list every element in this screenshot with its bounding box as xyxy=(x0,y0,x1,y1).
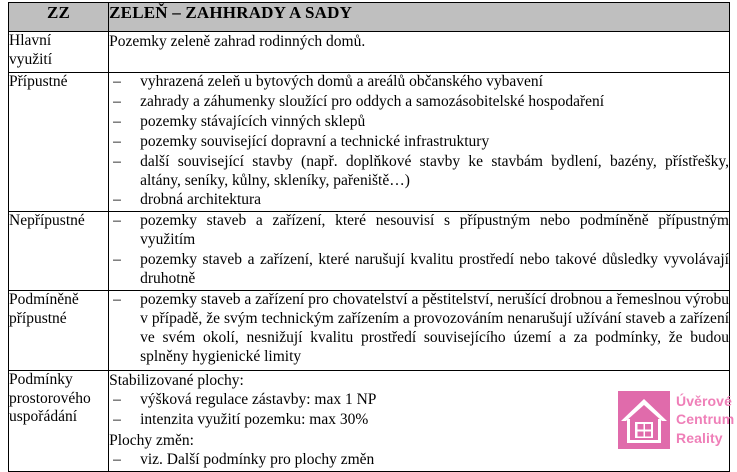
label-line: Nepřípustné xyxy=(9,212,85,230)
logo-line-3: Reality xyxy=(676,429,723,446)
row-content-pripustne xyxy=(109,73,730,212)
list-item-text: pozemky stávajících vinných sklepů xyxy=(140,112,366,130)
table-row xyxy=(9,290,730,370)
list-item xyxy=(109,73,729,92)
house-icon xyxy=(618,391,670,449)
list-item xyxy=(109,291,729,367)
table-row xyxy=(9,212,730,291)
dash-bullet-icon: – xyxy=(113,251,121,269)
list-item-text: drobná architektura xyxy=(140,191,262,209)
paragraph: Pozemky zeleně zahrad rodinných domů. xyxy=(109,33,366,50)
list-item-text: pozemky staveb a zařízení pro chovatelství a pěstitelství, nerušící drobnou a řemeslnou výrobu v případě, že svým technickým zařízením a provozováním nenarušují užívání staveb a zařízení ve svém okolí, nesnižují kvalitu prostředí souvisejícího území a za podmínky, že budou splněny hygienické limity xyxy=(140,290,729,365)
dash-bullet-icon: – xyxy=(113,112,121,130)
dash-bullet-icon: – xyxy=(113,450,121,468)
table-row xyxy=(9,32,730,73)
list-item-text: vyhrazená zeleň u bytových domů a areálů občanského vybavení xyxy=(140,73,543,90)
list-item xyxy=(109,212,729,250)
dash-bullet-icon: – xyxy=(113,92,121,110)
group-heading: Stabilizované plochy: xyxy=(109,371,244,389)
dash-bullet-icon: – xyxy=(113,212,121,230)
list-item-text: viz. Další podmínky pro plochy změn xyxy=(140,450,375,468)
label-line: využití xyxy=(9,50,53,68)
label-line: přípustné xyxy=(9,309,67,327)
list-item-text: další související stavby (např. doplňkové stavby ke stavbám bydlení, bazény, přístřešky, altány, seníky, kůlny, skleníky, pařeniště…) xyxy=(140,152,729,189)
label-line: Podmíněně xyxy=(9,290,79,308)
bullet-list xyxy=(109,291,729,367)
list-item xyxy=(109,113,729,132)
list-item xyxy=(109,191,729,210)
logo-watermark xyxy=(618,391,737,457)
logo-line-2: Centrum xyxy=(676,411,735,428)
header-code-cell: ZZ xyxy=(9,3,109,32)
list-item xyxy=(109,93,729,112)
bullet-list xyxy=(109,73,729,210)
row-content-nepripustne xyxy=(109,212,730,291)
label-line: Podmínky xyxy=(9,370,73,388)
logo-line-1: Úvěrové xyxy=(676,393,732,409)
row-label-podminky-prostoroveho-usporadani xyxy=(9,370,109,471)
row-label-hlavni-vyuziti xyxy=(9,32,109,73)
header-title-cell: ZELEŇ – ZAHHRADY A SADY xyxy=(109,3,730,32)
list-item xyxy=(109,133,729,152)
table-row xyxy=(9,73,730,212)
list-item-text: intenzita využití pozemku: max 30% xyxy=(140,410,369,428)
table-header-row xyxy=(9,3,730,32)
row-content-hlavni-vyuziti xyxy=(109,32,730,73)
list-item-text: pozemky staveb a zařízení, které nesouvisí s přípustným nebo podmíněně přípustným využitím xyxy=(140,212,729,249)
dash-bullet-icon: – xyxy=(113,132,121,150)
row-label-nepripustne xyxy=(9,212,109,291)
label-line: prostorového xyxy=(9,389,91,407)
dash-bullet-icon: – xyxy=(113,73,121,90)
label-line: uspořádání xyxy=(9,408,78,426)
logo-text xyxy=(676,392,734,447)
dash-bullet-icon: – xyxy=(113,410,121,428)
dash-bullet-icon: – xyxy=(113,152,121,170)
dash-bullet-icon: – xyxy=(113,290,121,308)
dash-bullet-icon: – xyxy=(113,390,121,408)
row-label-podminene-pripustne xyxy=(9,290,109,370)
row-label-pripustne xyxy=(9,73,109,212)
label-line: Přípustné xyxy=(9,73,68,90)
list-item-text: pozemky staveb a zařízení, které narušují kvalitu prostředí nebo takové důsledky vyvolávají druhotně xyxy=(140,251,729,288)
dash-bullet-icon: – xyxy=(113,191,121,209)
list-item-text: výšková regulace zástavby: max 1 NP xyxy=(140,390,377,408)
bullet-list xyxy=(109,212,729,289)
list-item xyxy=(109,251,729,289)
row-content-podminene-pripustne xyxy=(109,290,730,370)
group-heading: Plochy změn: xyxy=(109,431,194,449)
list-item-text: zahrady a záhumenky sloužící pro oddych a samozásobitelské hospodaření xyxy=(140,92,605,110)
list-item xyxy=(109,153,729,191)
list-item-text: pozemky související dopravní a technické infrastruktury xyxy=(140,132,490,150)
label-line: Hlavní xyxy=(9,32,52,49)
